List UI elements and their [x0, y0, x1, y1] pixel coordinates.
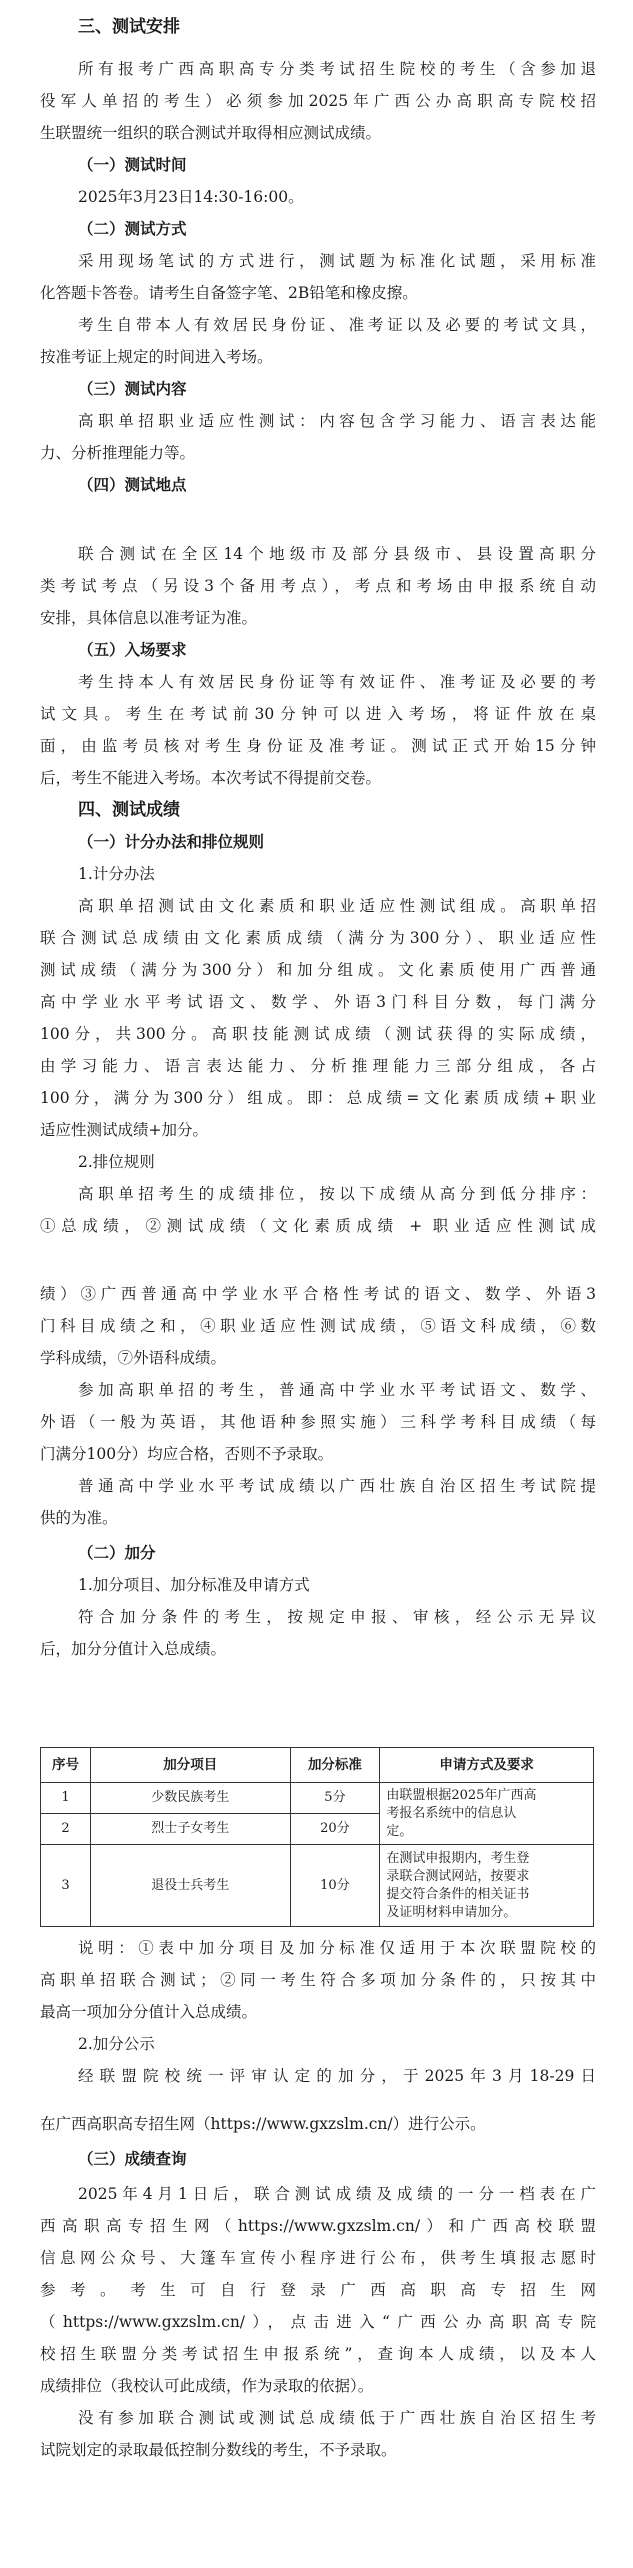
test-method-line: 采用现场笔试的方式进行，测试题为标准化试题，采用标准 — [78, 252, 596, 270]
ranking-line: ①总成绩，②测试成绩（文化素质成绩 + 职业适应性测试成 — [40, 1217, 596, 1235]
table-header-cell: 加分项目 — [90, 1748, 290, 1783]
scoring-line: 100分，共300分。高职技能测试成绩（测试获得的实际成绩， — [40, 1025, 596, 1043]
bonus-points-cell: 10分 — [290, 1845, 380, 1927]
section-3-intro-line: 役军人单招的考生）必须参加2025年广西公办高职高专院校招 — [40, 92, 596, 110]
table-header-cell: 申请方式及要求 — [380, 1748, 594, 1783]
test-location-line: 类考试考点（另设3个备用考点），考点和考场由申报系统自动 — [40, 577, 596, 595]
bonus-items-subheading: 1.加分项目、加分标准及申请方式 — [78, 1576, 310, 1594]
participate-line: 门满分100分）均应合格，否则不予录取。 — [40, 1445, 334, 1463]
table-row — [41, 1783, 594, 1814]
application-method-line: 录联合测试网站，按要求 — [386, 1868, 530, 1884]
application-method-line: 由联盟根据2025年广西高 — [386, 1787, 537, 1803]
row-number-cell: 3 — [41, 1845, 91, 1927]
test-location-line: 安排，具体信息以准考证为准。 — [40, 609, 258, 627]
publicity-line: 在广西高职高专招生网（https://www.gxzslm.cn/）进行公示。 — [40, 2115, 486, 2133]
test-content-line: 力、分析推理能力等。 — [40, 444, 196, 462]
scoring-line: 高中学业水平考试语文、数学、外语3门科目分数，每门满分 — [40, 993, 596, 1011]
scoring-line: 适应性测试成绩+加分。 — [40, 1121, 208, 1139]
table-header-cell: 加分标准 — [290, 1748, 380, 1783]
section-3-intro-line: 生联盟统一组织的联合测试并取得相应测试成绩。 — [40, 124, 382, 142]
final-line: 试院划定的录取最低控制分数线的考生，不予录取。 — [40, 2441, 397, 2459]
scoring-line: 测试成绩（满分为300分）和加分组成。文化素质使用广西普通 — [40, 961, 596, 979]
test-time-heading: （一）测试时间 — [78, 156, 187, 174]
test-location-line: 联合测试在全区14个地级市及部分县级市、县设置高职分 — [78, 545, 596, 563]
query-line: 信息网公众号、大篷车宣传小程序进行公布，供考生填报志愿时 — [40, 2249, 596, 2267]
test-method-heading: （二）测试方式 — [78, 220, 187, 238]
scoring-method-subheading: 1.计分办法 — [78, 865, 155, 883]
scoring-line: 100分，满分为300分）组成。即：总成绩=文化素质成绩+职业 — [40, 1089, 596, 1107]
test-method-line: 化答题卡答卷。请考生自备签字笔、2B铅笔和橡皮擦。 — [40, 284, 418, 302]
table-row — [41, 1845, 594, 1927]
note-line: 最高一项加分分值计入总成绩。 — [40, 2003, 258, 2021]
test-location-heading: （四）测试地点 — [78, 476, 187, 494]
note-line: 说明：①表中加分项目及加分标准仅适用于本次联盟院校的 — [78, 1939, 596, 1957]
row-number-cell: 2 — [41, 1814, 91, 1845]
application-method-line: 及证明材料申请加分。 — [386, 1904, 517, 1920]
ranking-line: 学科成绩，⑦外语科成绩。 — [40, 1349, 227, 1367]
participate-line: 参加高职单招的考生，普通高中学业水平考试语文、数学、 — [78, 1381, 596, 1399]
section-3-intro-line: 所有报考广西高职高专分类考试招生院校的考生（含参加退 — [78, 60, 596, 78]
bonus-text-line: 后，加分分值计入总成绩。 — [40, 1640, 227, 1658]
entry-requirements-line: 后，考生不能进入考场。本次考试不得提前交卷。 — [40, 769, 382, 787]
application-method-cell — [380, 1783, 594, 1845]
bonus-text-line: 符合加分条件的考生，按规定申报、审核，经公示无异议 — [78, 1608, 596, 1626]
ranking-rule-subheading: 2.排位规则 — [78, 1153, 155, 1171]
scoring-line: 联合测试总成绩由文化素质成绩（满分为300分）、职业适应性 — [40, 929, 596, 947]
table-header-cell: 序号 — [41, 1748, 91, 1783]
row-number-cell: 1 — [41, 1783, 91, 1814]
scoring-ranking-heading: （一）计分办法和排位规则 — [78, 833, 265, 851]
bonus-table — [40, 1747, 594, 1927]
section-3-title: 三、测试安排 — [78, 17, 180, 37]
query-line: 参考。考生可自行登录广西高职高专招生网 — [40, 2281, 596, 2299]
note-line: 高职单招联合测试；②同一考生符合多项加分条件的，只按其中 — [40, 1971, 596, 1989]
bonus-heading: （二）加分 — [78, 1544, 156, 1562]
participate-line: 外语（一般为英语，其他语种参照实施）三科学考科目成绩（每 — [40, 1413, 596, 1431]
query-line: 2025年4月1日后，联合测试成绩及成绩的一分一档表在广 — [78, 2185, 596, 2203]
bonus-item-cell: 退役士兵考生 — [90, 1845, 290, 1927]
final-line: 没有参加联合测试或测试总成绩低于广西壮族自治区招生考 — [78, 2409, 596, 2427]
test-method-line: 考生自带本人有效居民身份证、准考证以及必要的考试文具， — [78, 316, 596, 334]
test-content-heading: （三）测试内容 — [78, 380, 187, 398]
table-header-row — [41, 1748, 594, 1783]
section-4-title: 四、测试成绩 — [78, 800, 180, 820]
scoring-line: 由学习能力、语言表达能力、分析推理能力三部分组成，各占 — [40, 1057, 596, 1075]
bonus-item-cell: 烈士子女考生 — [90, 1814, 290, 1845]
bonus-points-cell: 20分 — [290, 1814, 380, 1845]
bonus-points-cell: 5分 — [290, 1783, 380, 1814]
application-method-line: 提交符合条件的相关证书 — [386, 1886, 530, 1902]
standard-line: 供的为准。 — [40, 1509, 118, 1527]
query-line: 西高职高专招生网（https://www.gxzslm.cn/）和广西高校联盟 — [40, 2217, 596, 2235]
application-method-line: 在测试申报期内，考生登 — [386, 1850, 530, 1866]
entry-requirements-line: 考生持本人有效居民身份证等有效证件、准考证及必要的考 — [78, 673, 596, 691]
entry-requirements-heading: （五）入场要求 — [78, 641, 187, 659]
test-content-line: 高职单招职业适应性测试：内容包含学习能力、语言表达能 — [78, 412, 596, 430]
application-method-line: 考报名系统中的信息认 — [386, 1805, 517, 1821]
query-line: （https://www.gxzslm.cn/），点击进入“广西公办高职高专院 — [40, 2313, 596, 2331]
query-line: 校招生联盟分类考试招生申报系统”，查询本人成绩，以及本人 — [40, 2345, 596, 2363]
bonus-publicity-subheading: 2.加分公示 — [78, 2035, 155, 2053]
standard-line: 普通高中学业水平考试成绩以广西壮族自治区招生考试院提 — [78, 1477, 596, 1495]
ranking-line: 门科目成绩之和，④职业适应性测试成绩，⑤语文科成绩，⑥数 — [40, 1317, 596, 1335]
test-method-line: 按准考证上规定的时间进入考场。 — [40, 348, 273, 366]
entry-requirements-line: 试文具。考生在考试前30分钟可以进入考场，将证件放在桌 — [40, 705, 596, 723]
application-method-line: 定。 — [386, 1823, 413, 1839]
ranking-line: 高职单招考生的成绩排位，按以下成绩从高分到低分排序： — [78, 1185, 596, 1203]
score-query-heading: （三）成绩查询 — [78, 2150, 187, 2168]
query-line: 成绩排位（我校认可此成绩，作为录取的依据）。 — [40, 2377, 374, 2395]
bonus-item-cell: 少数民族考生 — [90, 1783, 290, 1814]
publicity-line: 经联盟院校统一评审认定的加分，于2025年3月18-29日 — [78, 2067, 596, 2085]
application-method-cell — [380, 1845, 594, 1927]
ranking-line: 绩）③广西普通高中学业水平合格性考试的语文、数学、外语3 — [40, 1285, 596, 1303]
entry-requirements-line: 面，由监考员核对考生身份证及准考证。测试正式开始15分钟 — [40, 737, 596, 755]
test-time-value: 2025年3月23日14:30-16:00。 — [78, 188, 304, 206]
scoring-line: 高职单招测试由文化素质和职业适应性测试组成。高职单招 — [78, 897, 596, 915]
